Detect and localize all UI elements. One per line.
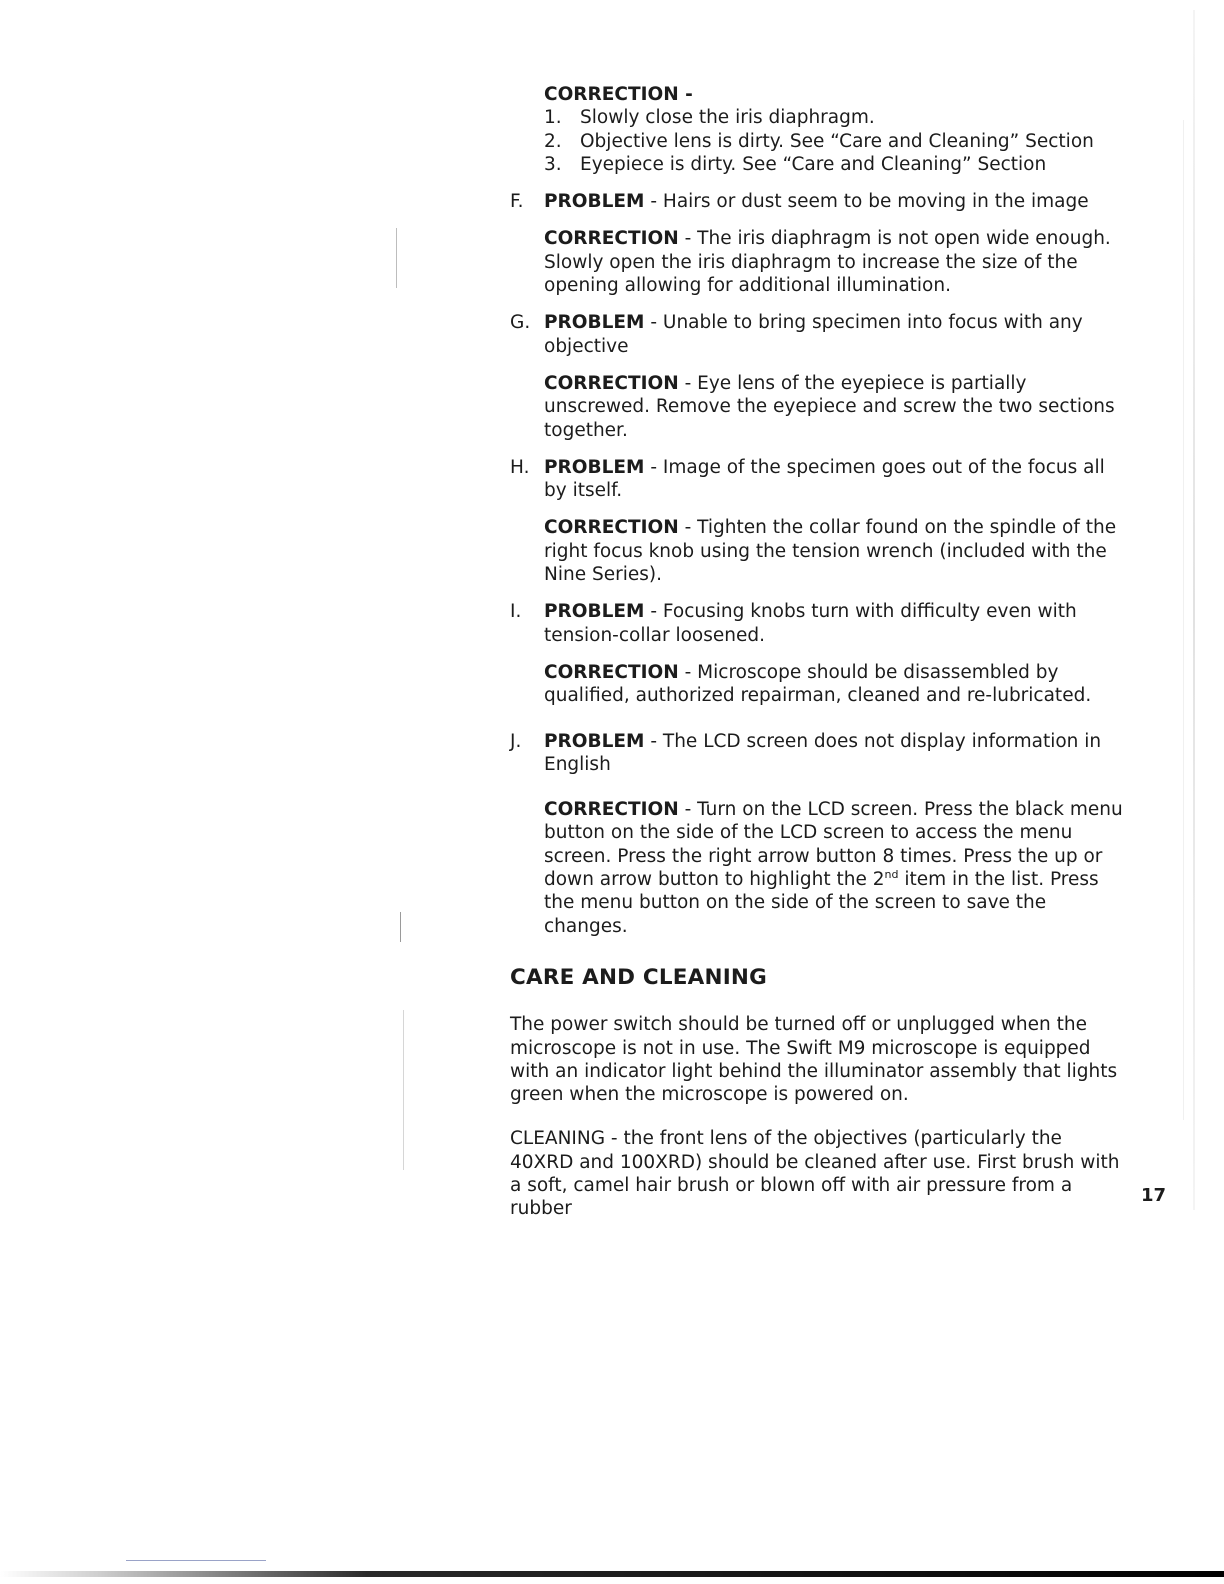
list-item: 1. Slowly close the iris diaphragm. bbox=[544, 107, 875, 129]
correction-label: CORRECTION - bbox=[544, 84, 693, 105]
scan-artifact-edge bbox=[1193, 10, 1195, 1210]
care-paragraph: The power switch should be turned off or unplugged when the microscope is not in use. The Swift M9 microscope is equipped with an indicator light behind the illuminator assembly that lights green when the microscope is powered on. bbox=[510, 1014, 1118, 1106]
correction-text: CORRECTION - Tighten the collar found on the spindle of the right focus knob using the tension wrench (included with the Nine Series). bbox=[544, 517, 1117, 586]
bottom-rule bbox=[0, 1571, 1224, 1577]
list-item: 3. Eyepiece is dirty. See “Care and Cleaning” Section bbox=[544, 153, 1047, 175]
problem-text: PROBLEM - Image of the specimen goes out of the focus all by itself. bbox=[544, 456, 1105, 502]
correction-steps bbox=[544, 106, 1130, 176]
correction-text: CORRECTION - Microscope should be disassembled by qualified, authorized repairman, cleaned and re-lubricated. bbox=[544, 661, 1092, 707]
cleaning-paragraph: CLEANING - the front lens of the objectives (particularly the 40XRD and 100XRD) should be cleaned after use. First brush with a soft, camel hair brush or blown off with air pressure from a rubber bbox=[510, 1128, 1120, 1220]
troubleshoot-entry-i bbox=[510, 600, 1130, 707]
problem-text: PROBLEM - The LCD screen does not display information in English bbox=[544, 730, 1102, 775]
problem-text: PROBLEM - Unable to bring specimen into focus with any objective bbox=[544, 312, 1083, 357]
intro-correction bbox=[510, 83, 1130, 176]
scan-artifact-line bbox=[396, 228, 397, 288]
page-content bbox=[510, 83, 1130, 1221]
correction-text: CORRECTION - Eye lens of the eyepiece is partially unscrewed. Remove the eyepiece and screw the two sections together. bbox=[544, 372, 1115, 441]
troubleshoot-entry-j bbox=[510, 730, 1130, 938]
entry-letter: I. bbox=[510, 601, 522, 623]
entry-letter: G. bbox=[510, 312, 531, 334]
problem-text: PROBLEM - Focusing knobs turn with difficulty even with tension-collar loosened. bbox=[544, 601, 1077, 646]
page-number: 17 bbox=[1141, 1185, 1167, 1206]
scan-artifact-line bbox=[403, 1010, 404, 1170]
entry-letter: J. bbox=[510, 730, 522, 752]
troubleshoot-entry-g bbox=[510, 311, 1130, 441]
scan-artifact-line bbox=[400, 912, 401, 942]
troubleshoot-entry-h bbox=[510, 456, 1130, 586]
correction-text: CORRECTION - The iris diaphragm is not open wide enough. Slowly open the iris diaphragm to increase the size of the opening allowing for additional illumination. bbox=[544, 228, 1111, 297]
scan-artifact-line bbox=[126, 1560, 266, 1561]
correction-text: CORRECTION - Turn on the LCD screen. Press the black menu button on the side of the LCD screen to access the menu screen. Press the right arrow button 8 times. Press the up or down arrow button to highlight the 2nd item in the list. Press the menu button on the side of the screen to save the changes. bbox=[544, 799, 1123, 937]
entry-letter: H. bbox=[510, 456, 530, 478]
entry-letter: F. bbox=[510, 191, 524, 213]
section-heading: CARE AND CLEANING bbox=[510, 964, 767, 990]
scan-artifact-edge bbox=[1183, 120, 1184, 1120]
problem-text: PROBLEM - Hairs or dust seem to be moving in the image bbox=[544, 191, 1089, 213]
list-item: 2. Objective lens is dirty. See “Care and Cleaning” Section bbox=[544, 130, 1094, 152]
troubleshoot-entry-f bbox=[510, 190, 1130, 297]
